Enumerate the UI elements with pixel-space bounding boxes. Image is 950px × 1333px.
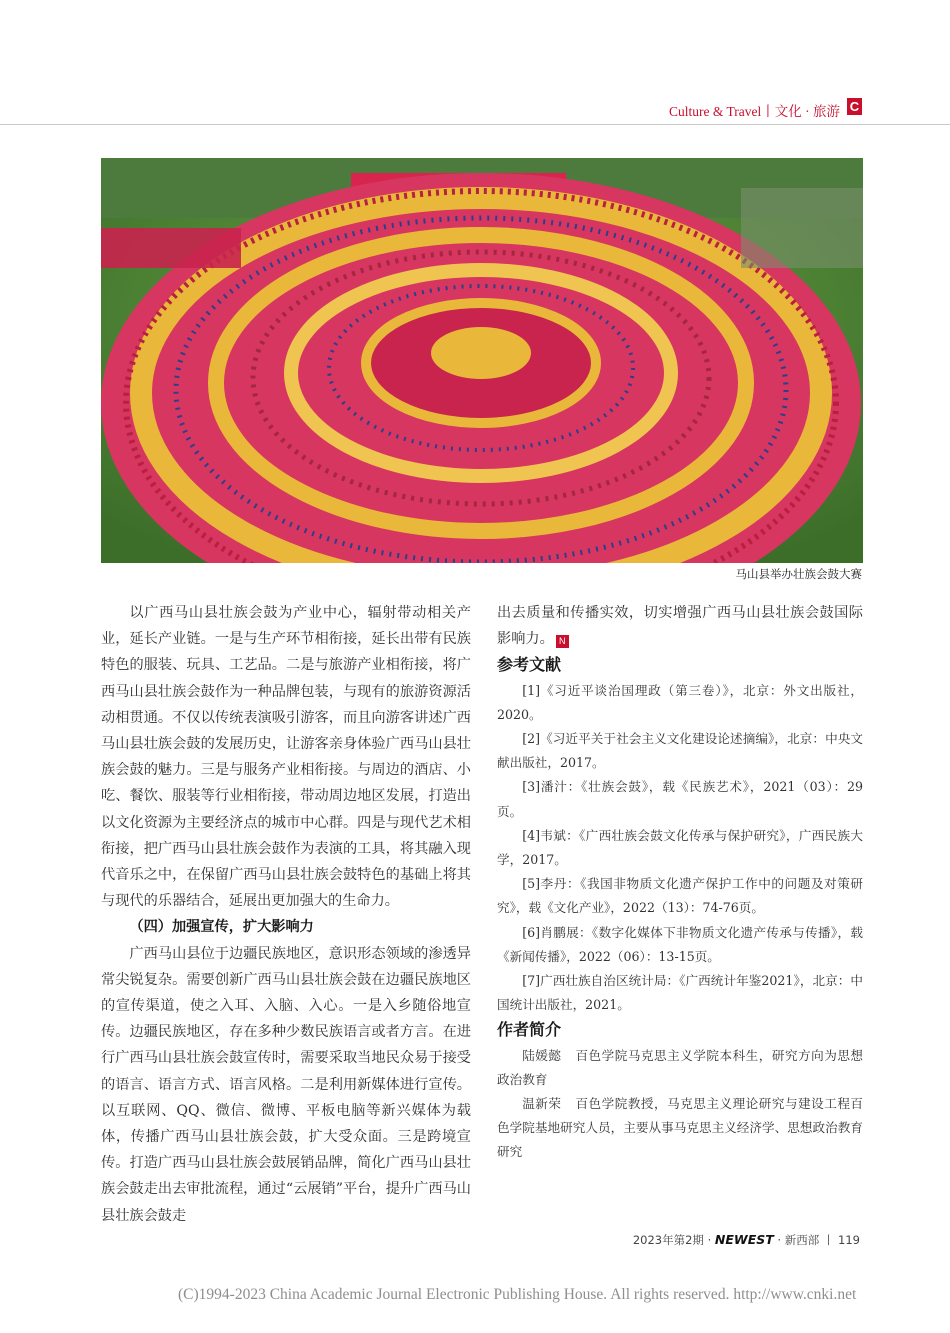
reference-item: [7]广西壮族自治区统计局：《广西统计年鉴2021》，北京：中国统计出版社，2021。: [497, 973, 863, 1013]
references-heading: 参考文献: [497, 655, 562, 675]
plaza-center: [431, 327, 531, 379]
body-paragraph: 以广西马山县壮族会鼓为产业中心，辐射带动相关产业，延长产业链。一是与生产环节相衔接，延长出带有民族特色的服装、玩具、工艺品。二是与旅游产业相衔接，将广西马山县壮族会鼓作为一种品牌包装，与现有的旅游资源活动相贯通。不仅以传统表演吸引游客，而且向游客讲述广西马山县壮族会鼓的发展历史，让游客亲身体验广西马山县壮族会鼓的魅力。三是与服务产业相衔接。与周边的酒店、小吃、餐饮、服装等行业相衔接，带动周边地区发展，打造出以文化资源为主要经济点的城市中心群。四是与现代艺术相衔接，把广西马山县壮族会鼓作为表演的工具，将其融入现代音乐之中，在保留广西马山县壮族会鼓特色的基础上将其与现代的乐器结合，延展出更加强大的生命力。: [101, 605, 471, 910]
page-header: [0, 96, 950, 125]
reference-item: [4]韦斌：《广西壮族会鼓文化传承与保护研究》，广西民族大学，2017。: [497, 827, 863, 868]
author-entry: [497, 1044, 863, 1092]
reference-item: [1]《习近平谈治国理政（第三卷）》，北京：外文出版社，2020。: [497, 682, 863, 722]
section-label: Culture & Travel丨文化 · 旅游: [669, 104, 840, 119]
author-bio: 百色学院马克思主义学院本科生，研究方向为思想政治教育: [497, 1047, 864, 1087]
continued-text: 出去质量和传播实效，切实增强广西马山县壮族会鼓国际影响力。: [497, 605, 863, 648]
right-column: [497, 600, 863, 1165]
body-paragraph-continued: [497, 600, 863, 652]
author-heading: 作者简介: [497, 1020, 562, 1040]
reference-item: [3]潘汁：《壮族会鼓》，载《民族艺术》，2021（03）：29页。: [497, 779, 863, 819]
issue-label: 2023年第2期 ·: [632, 1233, 715, 1247]
section-subheading: （四）加强宣传，扩大影响力: [129, 919, 314, 936]
tent-left: [101, 228, 241, 268]
copyright-watermark: (C)1994-2023 China Academic Journal Electronic Publishing House. All rights reserved. http://www.cnki.net: [178, 1286, 857, 1303]
left-column: [101, 600, 471, 1229]
body-paragraph: 广西马山县位于边疆民族地区，意识形态领域的渗透异常尖锐复杂。需要创新广西马山县壮族会鼓在边疆民族地区的宣传渠道，使之入耳、入脑、入心。一是入乡随俗地宣传。边疆民族地区，存在多种少数民族语言或者方言。在进行广西马山县壮族会鼓宣传时，需要采取当地民众易于接受的语言、语言方式、语言风格。二是利用新媒体进行宣传。以互联网、QQ、微信、微博、平板电脑等新兴媒体为载体，传播广西马山县壮族会鼓，扩大受众面。三是跨境宣传。打造广西马山县壮族会鼓展销品牌，简化广西马山县壮族会鼓走出去审批流程，通过“云展销”平台，提升广西马山县壮族会鼓走: [101, 945, 471, 1224]
drum-circle-photo-illustration: [101, 158, 863, 563]
reference-item: [2]《习近平关于社会主义文化建设论述摘编》，北京：中央文献出版社，2017。: [497, 731, 863, 771]
author-name: 陆媛懿: [522, 1047, 562, 1063]
page-number: · 新西部 丨 119: [773, 1233, 860, 1247]
magazine-brand: NEWEST: [714, 1232, 774, 1247]
reference-item: [5]李丹：《我国非物质文化遗产保护工作中的问题及对策研究》，载《文化产业》，2022（13）：74-76页。: [497, 876, 863, 916]
spectators-right: [741, 188, 863, 268]
author-bio: 百色学院教授，马克思主义理论研究与建设工程百色学院基地研究人员，主要从事马克思主义经济学、思想政治教育研究: [497, 1096, 864, 1160]
photo-caption: 马山县举办壮族会鼓大赛: [735, 567, 862, 581]
page-footer: [633, 1232, 860, 1248]
end-mark-icon: N: [556, 635, 569, 648]
author-entry: [497, 1092, 863, 1165]
reference-item: [6]肖鹏展：《数字化媒体下非物质文化遗产传承与传播》，载《新闻传播》，2022（06）：13-15页。: [497, 924, 863, 964]
event-photo: [101, 158, 863, 563]
author-name: 温新荣: [522, 1096, 562, 1112]
section-c-icon: C: [847, 98, 862, 115]
